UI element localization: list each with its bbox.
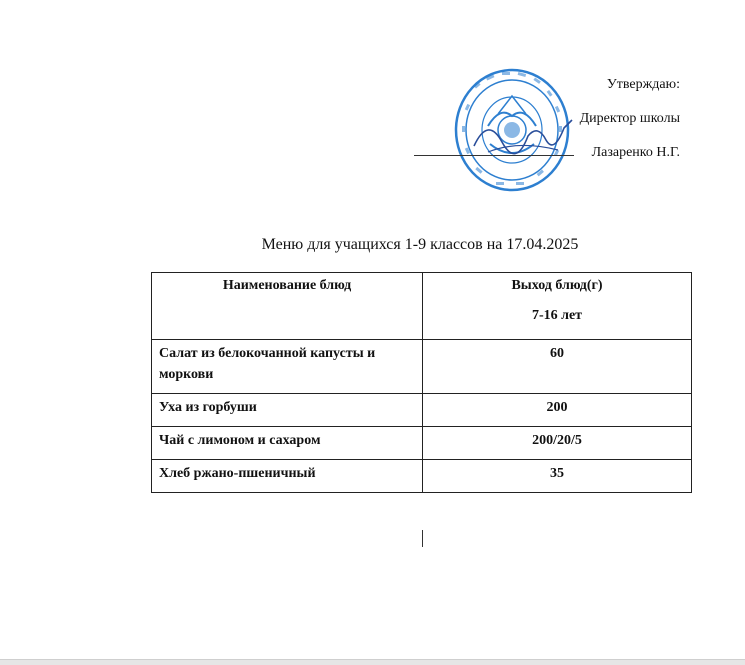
menu-title: Меню для учащихся 1-9 классов на 17.04.2025: [261, 236, 579, 253]
dish-output: 200: [423, 394, 692, 427]
dish-name: Хлеб ржано-пшеничный: [152, 460, 423, 493]
table-row: [152, 427, 692, 460]
approval-name: Лазаренко Н.Г.: [591, 145, 680, 160]
header-output-label: Выход блюд(г): [511, 278, 603, 293]
header-dish-name-label: Наименование блюд: [222, 278, 352, 293]
header-output: [423, 273, 692, 340]
table-row: [152, 394, 692, 427]
dish-name: Чай с лимоном и сахаром: [152, 427, 423, 460]
dish-name: Салат из белокочанной капусты и моркови: [152, 340, 423, 394]
approval-block: [540, 74, 680, 176]
menu-table: [151, 272, 692, 493]
header-age-label: 7-16 лет: [531, 308, 583, 323]
approval-heading: Утверждаю:: [606, 77, 680, 92]
table-row: [152, 460, 692, 493]
approval-position: Директор школы: [579, 111, 680, 126]
table-row: [152, 340, 692, 394]
dish-output: 35: [423, 460, 692, 493]
table-header-row: [152, 273, 692, 340]
header-dish-name: [152, 273, 423, 340]
text-cursor[interactable]: [422, 530, 423, 547]
dish-name: Уха из горбуши: [152, 394, 423, 427]
dish-output: 60: [423, 340, 692, 394]
dish-output: 200/20/5: [423, 427, 692, 460]
page-bottom-edge: [0, 659, 745, 665]
